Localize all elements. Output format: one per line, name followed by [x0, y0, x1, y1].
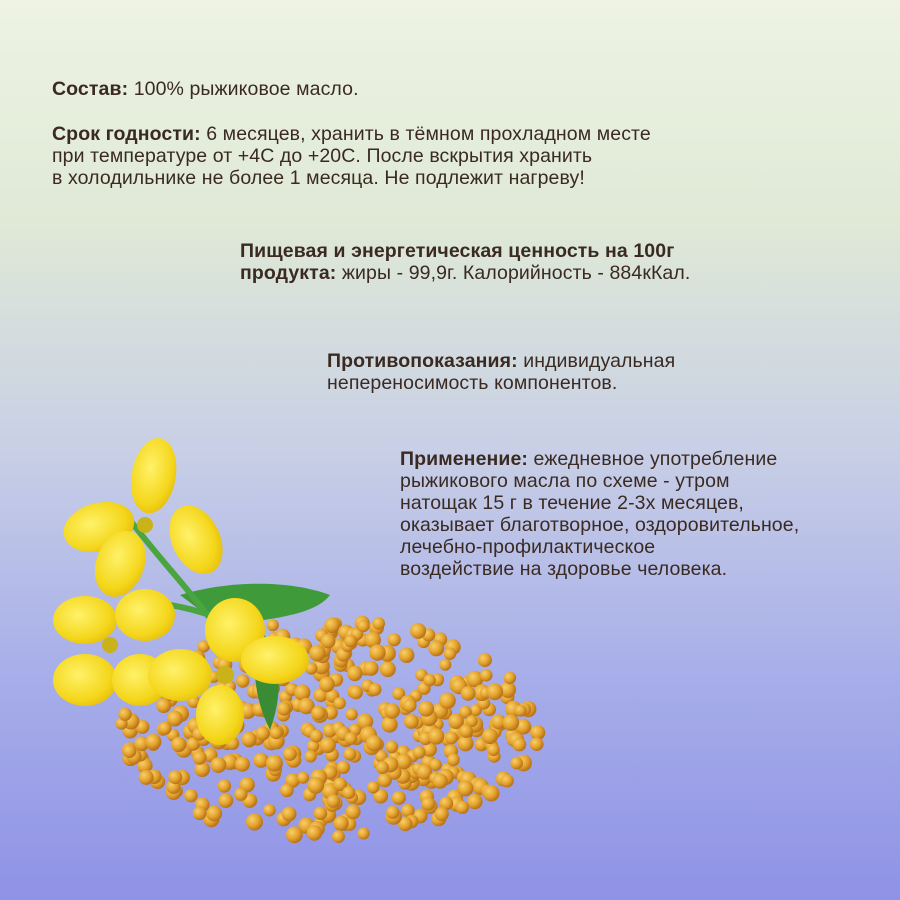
mustard-seed — [367, 781, 379, 793]
usage-text-2: рыжикового масла по схеме - утром — [400, 470, 730, 492]
mustard-seed — [418, 701, 434, 717]
mustard-seed — [171, 737, 186, 752]
mustard-seed — [392, 791, 406, 805]
mustard-seed — [384, 703, 400, 719]
mustard-seed — [410, 623, 426, 639]
mustard-seed — [501, 774, 514, 787]
mustard-seed — [263, 804, 275, 816]
mustard-seed — [513, 738, 527, 752]
composition-heading: Состав: — [52, 78, 129, 100]
mustard-seed — [343, 748, 356, 761]
mustard-seed — [344, 635, 357, 648]
mustard-seed — [236, 674, 249, 687]
flower-top — [58, 435, 233, 605]
mustard-seed — [325, 618, 341, 634]
mustard-seed — [480, 669, 492, 681]
mustard-seed — [349, 686, 363, 700]
mustard-seed — [321, 634, 336, 649]
mustard-seed — [337, 761, 350, 774]
mustard-seed — [445, 732, 458, 745]
nutrition-text: жиры - 99,9г. Калорийность - 884кКал. — [336, 262, 691, 284]
mustard-seed — [342, 786, 355, 799]
composition-section — [52, 78, 359, 100]
mustard-seed — [314, 807, 328, 821]
mustard-seed — [382, 716, 398, 732]
mustard-seed — [305, 750, 317, 762]
mustard-seed — [421, 797, 435, 811]
mustard-seed — [385, 740, 398, 753]
nutrition-section — [240, 240, 690, 284]
mustard-seed — [210, 757, 226, 773]
nutrition-heading-1: Пищевая и энергетическая ценность на 100г — [240, 240, 675, 262]
mustard-seed — [358, 828, 370, 840]
rapeseed-flower-and-seeds-illustration — [30, 430, 590, 870]
mustard-seed — [372, 617, 385, 630]
composition-text: 100% рыжиковое масло. — [128, 78, 359, 100]
usage-text-5: лечебно-профилактическое — [400, 536, 656, 558]
mustard-seed — [346, 708, 358, 720]
mustard-seed — [424, 674, 436, 686]
mustard-seed — [255, 726, 269, 740]
mustard-seed — [282, 807, 297, 822]
mustard-seed — [369, 683, 382, 696]
mustard-seed — [510, 757, 523, 770]
mustard-seed — [486, 683, 503, 700]
shelf-life-text-3: в холодильнике не более 1 месяца. Не подлежит нагреву! — [52, 167, 585, 189]
mustard-seed — [482, 728, 498, 744]
shelf-life-heading: Срок годности: — [52, 123, 201, 145]
mustard-seed — [530, 737, 544, 751]
mustard-seed — [456, 801, 469, 814]
mustard-seed — [118, 708, 131, 721]
mustard-seed — [309, 645, 326, 662]
mustard-seed — [457, 780, 473, 796]
mustard-seed — [461, 686, 476, 701]
mustard-seed — [366, 735, 382, 751]
mustard-seed — [399, 647, 415, 663]
mustard-seed — [267, 619, 279, 631]
mustard-seed — [404, 714, 419, 729]
mustard-seed — [439, 659, 451, 671]
mustard-seed — [235, 757, 250, 772]
mustard-seed — [280, 784, 294, 798]
mustard-seed — [396, 754, 412, 770]
contraindications-line-1 — [327, 350, 675, 372]
mustard-seed — [439, 692, 456, 709]
mustard-seed — [345, 732, 358, 745]
mustard-seed — [363, 661, 378, 676]
mustard-seed — [413, 746, 426, 759]
mustard-seed — [218, 779, 231, 792]
mustard-seed — [307, 825, 323, 841]
mustard-seed — [308, 777, 325, 794]
shelf-life-text-1: 6 месяцев, хранить в тёмном прохладном месте — [200, 123, 651, 145]
contraindications-text-2: непереносимость компонентов. — [327, 372, 618, 394]
mustard-seed — [310, 730, 323, 743]
mustard-seed — [123, 744, 137, 758]
mustard-seed — [428, 728, 444, 744]
mustard-seed — [515, 705, 527, 717]
mustard-seed — [380, 661, 396, 677]
mustard-seed — [327, 794, 340, 807]
mustard-seed — [357, 620, 369, 632]
mustard-seed — [297, 772, 309, 784]
usage-text-6: воздействие на здоровье человека. — [400, 558, 728, 580]
mustard-seed — [467, 794, 482, 809]
mustard-seed — [332, 830, 345, 843]
mustard-seed — [435, 807, 449, 821]
nutrition-line-2 — [240, 262, 690, 284]
mustard-seed — [503, 714, 520, 731]
mustard-seed — [246, 814, 263, 831]
mustard-seed — [428, 640, 444, 656]
shelf-life-text-2: при температуре от +4С до +20С. После вскрытия хранить — [52, 145, 593, 167]
mustard-seed — [193, 751, 207, 765]
mustard-seed — [444, 648, 456, 660]
mustard-seed — [334, 816, 349, 831]
mustard-seed — [234, 788, 247, 801]
mustard-seed — [432, 773, 447, 788]
usage-text-4: оказывает благотворное, оздоровительное, — [400, 514, 800, 536]
contraindications-heading: Противопоказания: — [327, 350, 518, 372]
mustard-seed — [504, 672, 516, 684]
mustard-seed — [483, 785, 499, 801]
contraindications-text-1: индивидуальная — [517, 350, 676, 372]
mustard-seed — [403, 699, 416, 712]
mustard-seed — [266, 755, 283, 772]
mustard-seed — [478, 653, 492, 667]
mustard-seed — [145, 734, 161, 750]
mustard-seed — [168, 770, 182, 784]
mustard-seed — [218, 793, 233, 808]
mustard-seed — [487, 744, 500, 757]
mustard-seed — [277, 702, 291, 716]
mustard-seed — [283, 747, 297, 761]
mustard-seed — [376, 761, 389, 774]
mustard-seed — [346, 804, 361, 819]
mustard-seed — [334, 697, 346, 709]
mustard-seed — [347, 666, 362, 681]
mustard-seed — [193, 806, 207, 820]
mustard-seed — [156, 698, 171, 713]
mustard-seed — [388, 633, 401, 646]
mustard-seed — [369, 644, 385, 660]
usage-heading: Применение: — [400, 448, 529, 470]
shelf-life-section — [52, 123, 651, 189]
shelf-life-line-1 — [52, 123, 651, 145]
mustard-seed — [184, 789, 197, 802]
contraindications-section — [327, 350, 675, 394]
mustard-seed — [319, 677, 335, 693]
usage-text-3: натощак 15 г в течение 2-3х месяцев, — [400, 492, 744, 514]
usage-text-1: ежедневное употребление — [528, 448, 778, 470]
mustard-seed — [320, 737, 336, 753]
mustard-seed — [286, 826, 303, 843]
mustard-seed — [386, 806, 399, 819]
composition-line — [52, 78, 359, 100]
mustard-seed — [270, 727, 283, 740]
mustard-seed — [139, 770, 154, 785]
mustard-seed — [311, 706, 325, 720]
mustard-seed — [447, 754, 460, 767]
mustard-seed — [167, 711, 183, 727]
mustard-seed — [242, 732, 257, 747]
mustard-seed — [459, 724, 473, 738]
nutrition-heading-2: продукта: — [240, 262, 337, 284]
